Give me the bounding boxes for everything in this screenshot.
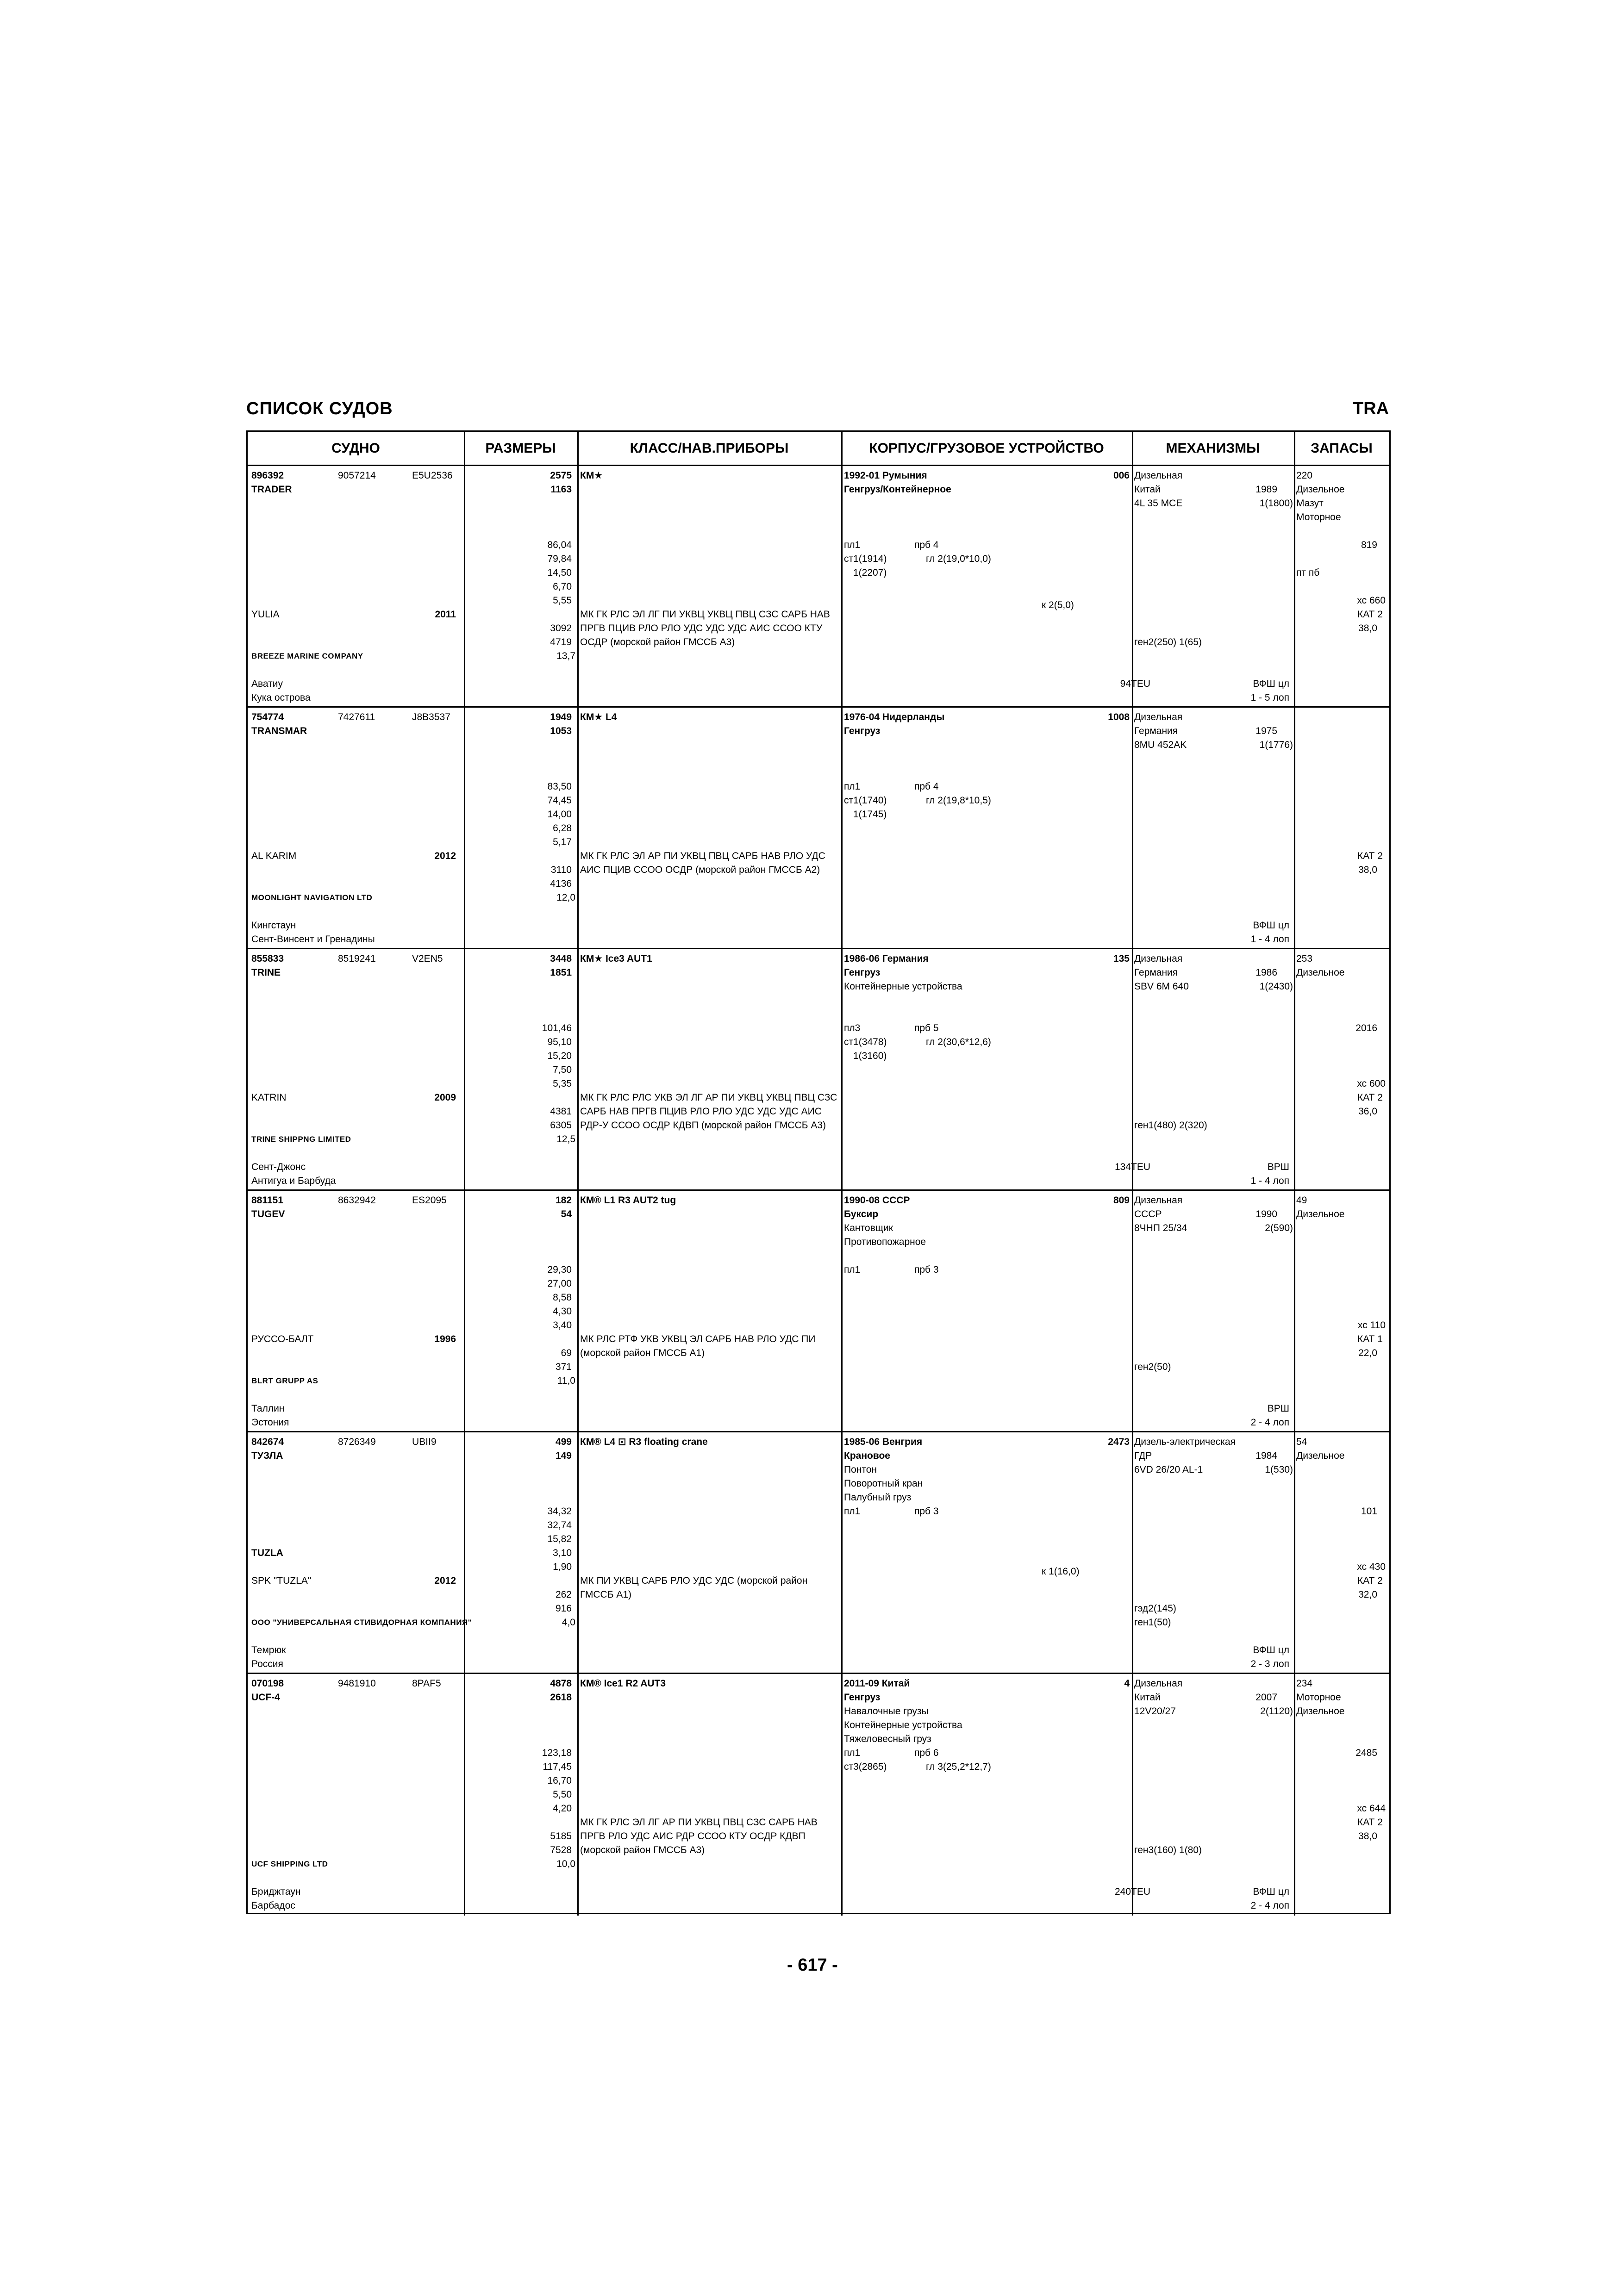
call-sign: UBII9 bbox=[412, 1437, 437, 1447]
call-sign: E5U2536 bbox=[412, 470, 453, 481]
length-bp: 32,74 bbox=[547, 1520, 572, 1531]
holds: ст1(1914) bbox=[844, 554, 887, 564]
hull-feature-1: Понтон bbox=[844, 1464, 877, 1475]
breadth: 8,58 bbox=[553, 1292, 572, 1303]
build-year-country: 2011-09 Китай bbox=[844, 1678, 910, 1689]
flag-country: Барбадос bbox=[251, 1900, 295, 1911]
engine-power: 2(1120) bbox=[1260, 1706, 1293, 1717]
holds: ст1(3478) bbox=[844, 1037, 887, 1047]
reg-number: 855833 bbox=[251, 953, 284, 964]
former-name: AL KARIM bbox=[251, 851, 297, 861]
engine-type: Дизельная bbox=[1134, 1195, 1183, 1206]
blades: 2 - 4 лоп bbox=[1250, 1900, 1289, 1911]
engine-power: 1(530) bbox=[1265, 1464, 1293, 1475]
bulkheads: прб 3 bbox=[914, 1264, 939, 1275]
teu-capacity: 94TEU bbox=[1120, 678, 1150, 689]
supply-9: 38,0 bbox=[1358, 623, 1377, 634]
capacity-2: 916 bbox=[555, 1603, 572, 1614]
capacity-2: 6305 bbox=[550, 1120, 572, 1131]
engine-power: 1(1776) bbox=[1259, 740, 1293, 750]
former-name: РУССО-БАЛТ bbox=[251, 1334, 314, 1344]
length-overall: 34,32 bbox=[547, 1506, 572, 1517]
owner: TRINE SHIPPNG LIMITED bbox=[251, 1135, 351, 1144]
depth: 7,50 bbox=[553, 1064, 572, 1075]
supply-3: Мазут bbox=[1296, 498, 1324, 509]
breadth: 15,82 bbox=[547, 1534, 572, 1544]
supply-5: 101 bbox=[1361, 1506, 1377, 1517]
engine-country: Китай bbox=[1134, 484, 1161, 495]
owner: BLRT GRUPP AS bbox=[251, 1376, 319, 1385]
ship-name: ТУЗЛА bbox=[251, 1450, 283, 1461]
flag-country: Россия bbox=[251, 1659, 283, 1669]
hull-feature-1: Кантовщик bbox=[844, 1223, 893, 1233]
reefer: хс 644 bbox=[1357, 1803, 1386, 1814]
build-year-country: 1986-06 Германия bbox=[844, 953, 929, 964]
bulkheads: прб 4 bbox=[914, 540, 939, 550]
dwt: 182 bbox=[555, 1195, 572, 1206]
supply-1: 234 bbox=[1296, 1678, 1313, 1689]
supply-1: 54 bbox=[1296, 1437, 1307, 1447]
gross-tonnage: 149 bbox=[555, 1450, 572, 1461]
ship-name: TRANSMAR bbox=[251, 726, 307, 736]
speed: 12,0 bbox=[556, 892, 575, 903]
speed: 4,0 bbox=[562, 1617, 575, 1628]
supply-5: 819 bbox=[1361, 540, 1377, 550]
generators: ген2(50) bbox=[1134, 1362, 1171, 1372]
capacity-2: 371 bbox=[555, 1362, 572, 1372]
engine-type: Дизельная bbox=[1134, 953, 1183, 964]
col-hull: КОРПУС/ГРУЗОВОЕ УСТРОЙСТВО bbox=[869, 441, 1104, 456]
length-overall: 29,30 bbox=[547, 1264, 572, 1275]
capacity-1: 3092 bbox=[550, 623, 572, 634]
propeller: ВФШ цл bbox=[1253, 1886, 1289, 1897]
category: КАТ 2 bbox=[1357, 1817, 1383, 1828]
hull-feature-3: Тяжеловесный груз bbox=[844, 1734, 931, 1744]
depth: 6,70 bbox=[553, 581, 572, 592]
gross-tonnage: 2618 bbox=[550, 1692, 572, 1703]
ship-type: Генгруз bbox=[844, 967, 881, 978]
capacity-1: 3110 bbox=[550, 865, 572, 875]
hull-feature-2: Поворотный кран bbox=[844, 1478, 923, 1489]
holds: ст1(1740) bbox=[844, 795, 887, 806]
imo-number: 8726349 bbox=[338, 1437, 376, 1447]
owner: UCF SHIPPING LTD bbox=[251, 1860, 328, 1868]
page-title: СПИСОК СУДОВ bbox=[246, 399, 393, 418]
tanks: 1(3160) bbox=[853, 1051, 887, 1061]
decks: пл3 bbox=[844, 1023, 861, 1033]
capacity-2: 4719 bbox=[550, 637, 572, 647]
imo-number: 7427611 bbox=[338, 712, 375, 722]
length-bp: 74,45 bbox=[547, 795, 572, 806]
generators: ген1(480) 2(320) bbox=[1134, 1120, 1207, 1131]
hull-feature-3: Палубный груз bbox=[844, 1492, 912, 1503]
ship-record bbox=[248, 708, 1389, 949]
nav-equipment: МК ГК РЛС ЭЛ АР ПИ УКВЦ ПВЦ САРБ НАВ РЛО УДС АИС ПЦИВ ССОО ОСДР (морской район ГМССБ А2) bbox=[580, 851, 825, 875]
nav-equipment: МК ГК РЛС РЛС УКВ ЭЛ ЛГ АР ПИ УКВЦ УКВЦ ПВЦ СЗС САРБ НАВ ПРГВ ПЦИВ РЛО РЛО УДС УДС УДС АИС РДР-У ССОО ОСДР КДВП (морской район ГМССБ А3) bbox=[580, 1092, 837, 1131]
capacity-2: 4136 bbox=[550, 878, 572, 889]
hull-feature-1: Контейнерные устройства bbox=[844, 981, 962, 992]
class-notation: КМ★ bbox=[580, 470, 603, 481]
decks: пл1 bbox=[844, 1506, 861, 1517]
draught: 5,55 bbox=[553, 595, 572, 606]
yard-number: 809 bbox=[1113, 1195, 1130, 1206]
generators: ген2(250) 1(65) bbox=[1134, 637, 1202, 647]
cranes: к 1(16,0) bbox=[1042, 1566, 1080, 1577]
table-header bbox=[248, 432, 1389, 466]
length-bp: 117,45 bbox=[543, 1761, 572, 1772]
col-ship: СУДНО bbox=[331, 441, 380, 456]
build-year-country: 1976-04 Нидерланды bbox=[844, 712, 945, 722]
propeller: ВФШ цл bbox=[1253, 678, 1289, 689]
blades: 1 - 4 лоп bbox=[1250, 1176, 1289, 1186]
ships-table bbox=[246, 430, 1391, 1914]
tanks: 1(1745) bbox=[853, 809, 887, 820]
speed: 12,5 bbox=[556, 1134, 575, 1145]
engine-type: Дизель-электрическая bbox=[1134, 1437, 1236, 1447]
ship-record bbox=[248, 1674, 1389, 1916]
dwt: 2575 bbox=[550, 470, 572, 481]
gross-tonnage: 1053 bbox=[550, 726, 572, 736]
class-notation: КМ® L4 ⊡ R3 floating crane bbox=[580, 1437, 708, 1447]
engine-type: Дизельная bbox=[1134, 1678, 1183, 1689]
build-year-country: 1990-08 СССР bbox=[844, 1195, 910, 1206]
supply-2: Моторное bbox=[1296, 1692, 1341, 1703]
former-name: SPK "TUZLA" bbox=[251, 1575, 312, 1586]
yard-number: 2473 bbox=[1108, 1437, 1130, 1447]
speed: 11,0 bbox=[557, 1375, 575, 1386]
build-year-country: 1985-06 Венгрия bbox=[844, 1437, 923, 1447]
breadth: 14,50 bbox=[547, 567, 572, 578]
gross-tonnage: 1163 bbox=[550, 484, 572, 495]
nav-equipment: МК РЛС РТФ УКВ УКВЦ ЭЛ САРБ НАВ РЛО УДС ПИ (морской район ГМССБ А1) bbox=[580, 1334, 816, 1358]
length-bp: 95,10 bbox=[547, 1037, 572, 1047]
class-notation: КМ★ L4 bbox=[580, 712, 617, 722]
supply-5: 2485 bbox=[1355, 1748, 1377, 1758]
former-name-year: 2012 bbox=[434, 1575, 456, 1586]
flag-country: Антигуа и Барбуда bbox=[251, 1176, 336, 1186]
supply-2: Дизельное bbox=[1296, 1209, 1345, 1220]
former-name-year: 2012 bbox=[434, 851, 456, 861]
hatches: гл 3(25,2*12,7) bbox=[926, 1761, 991, 1772]
length-overall: 83,50 bbox=[547, 781, 572, 792]
blades: 1 - 4 лоп bbox=[1250, 934, 1289, 945]
nav-equipment: МК ГК РЛС ЭЛ ЛГ АР ПИ УКВЦ ПВЦ СЗС САРБ НАВ ПРГВ РЛО УДС АИС РДР ССОО КТУ ОСДР КДВП (морской район ГМССБ А3) bbox=[580, 1817, 818, 1855]
yard-number: 1008 bbox=[1108, 712, 1130, 722]
gross-tonnage: 54 bbox=[561, 1209, 572, 1220]
supply-9: 36,0 bbox=[1358, 1106, 1377, 1117]
teu-capacity: 134TEU bbox=[1114, 1162, 1150, 1172]
engine-model: 6VD 26/20 AL-1 bbox=[1134, 1464, 1203, 1475]
ship-type: Генгруз/Контейнерное bbox=[844, 484, 951, 495]
generators-2: ген1(50) bbox=[1134, 1617, 1171, 1628]
category: КАТ 2 bbox=[1357, 1575, 1383, 1586]
imo-number: 9057214 bbox=[338, 470, 376, 481]
hatches: гл 2(30,6*12,6) bbox=[926, 1037, 991, 1047]
capacity-2: 7528 bbox=[550, 1845, 572, 1855]
capacity-1: 5185 bbox=[550, 1831, 572, 1842]
blades: 2 - 4 лоп bbox=[1250, 1417, 1289, 1428]
call-sign: ES2095 bbox=[412, 1195, 447, 1206]
flag-country: Эстония bbox=[251, 1417, 289, 1428]
capacity-1: 262 bbox=[555, 1589, 572, 1600]
former-name: KATRIN bbox=[251, 1092, 287, 1103]
owner: BREEZE MARINE COMPANY bbox=[251, 652, 363, 660]
breadth: 15,20 bbox=[547, 1051, 572, 1061]
flag-country: Кука острова bbox=[251, 692, 311, 703]
supply-9: 22,0 bbox=[1358, 1348, 1377, 1358]
engine-year: 2007 bbox=[1255, 1692, 1277, 1703]
reg-number: 842674 bbox=[251, 1437, 284, 1447]
supply-9: 38,0 bbox=[1358, 865, 1377, 875]
yard-number: 006 bbox=[1113, 470, 1130, 481]
engine-model: 8ЧНП 25/34 bbox=[1134, 1223, 1187, 1233]
page-number: - 617 - bbox=[787, 1955, 838, 1975]
supply-3: Дизельное bbox=[1296, 1706, 1345, 1717]
former-name-year: 2009 bbox=[434, 1092, 456, 1103]
draught: 4,20 bbox=[553, 1803, 572, 1814]
ship-name-latin: TUZLA bbox=[251, 1548, 283, 1558]
supply-1: 253 bbox=[1296, 953, 1313, 964]
supply-6: пт пб bbox=[1296, 567, 1320, 578]
engine-type: Дизельная bbox=[1134, 470, 1183, 481]
engine-power: 2(590) bbox=[1265, 1223, 1293, 1233]
supply-2: Дизельное bbox=[1296, 484, 1345, 495]
supply-5: 2016 bbox=[1355, 1023, 1377, 1033]
engine-model: 8MU 452AK bbox=[1134, 740, 1187, 750]
engine-year: 1989 bbox=[1255, 484, 1277, 495]
dwt: 4878 bbox=[550, 1678, 572, 1689]
engine-year: 1975 bbox=[1255, 726, 1277, 736]
teu-capacity: 240TEU bbox=[1114, 1886, 1150, 1897]
call-sign: 8PAF5 bbox=[412, 1678, 441, 1689]
ship-record bbox=[248, 1432, 1389, 1674]
breadth: 14,00 bbox=[547, 809, 572, 820]
col-class: КЛАСС/НАВ.ПРИБОРЫ bbox=[630, 441, 789, 456]
engine-country: СССР bbox=[1134, 1209, 1162, 1220]
owner: MOONLIGHT NAVIGATION LTD bbox=[251, 893, 373, 902]
reefer: хс 110 bbox=[1357, 1320, 1386, 1331]
ship-type: Крановое bbox=[844, 1450, 890, 1461]
supply-4: Моторное bbox=[1296, 512, 1341, 523]
engine-power: 1(2430) bbox=[1259, 981, 1293, 992]
generators: гэд2(145) bbox=[1134, 1603, 1176, 1614]
generators: ген3(160) 1(80) bbox=[1134, 1845, 1202, 1855]
length-overall: 86,04 bbox=[547, 540, 572, 550]
reefer: хс 600 bbox=[1357, 1078, 1386, 1089]
former-name-year: 2011 bbox=[435, 609, 456, 620]
decks: пл1 bbox=[844, 1264, 861, 1275]
engine-model: 4L 35 MCE bbox=[1134, 498, 1183, 509]
call-sign: J8B3537 bbox=[412, 712, 450, 722]
blades: 1 - 5 лоп bbox=[1250, 692, 1289, 703]
length-overall: 101,46 bbox=[542, 1023, 572, 1033]
draught: 5,35 bbox=[553, 1078, 572, 1089]
call-sign: V2EN5 bbox=[412, 953, 443, 964]
decks: пл1 bbox=[844, 540, 861, 550]
category: КАТ 1 bbox=[1357, 1334, 1383, 1344]
category: КАТ 2 bbox=[1357, 851, 1383, 861]
reg-number: 754774 bbox=[251, 712, 284, 722]
build-year-country: 1992-01 Румыния bbox=[844, 470, 927, 481]
flag-country: Сент-Винсент и Гренадины bbox=[251, 934, 375, 945]
imo-number: 8519241 bbox=[338, 953, 376, 964]
home-port: Таллин bbox=[251, 1403, 285, 1414]
supply-9: 38,0 bbox=[1358, 1831, 1377, 1842]
reefer: хс 430 bbox=[1357, 1562, 1386, 1572]
ship-record bbox=[248, 949, 1389, 1191]
bulkheads: прб 3 bbox=[914, 1506, 939, 1517]
bulkheads: прб 5 bbox=[914, 1023, 939, 1033]
engine-model: 12V20/27 bbox=[1134, 1706, 1176, 1717]
engine-year: 1986 bbox=[1255, 967, 1277, 978]
speed: 10,0 bbox=[556, 1859, 575, 1869]
home-port: Бриджтаун bbox=[251, 1886, 301, 1897]
col-machinery: МЕХАНИЗМЫ bbox=[1166, 441, 1260, 456]
breadth: 16,70 bbox=[547, 1775, 572, 1786]
draught: 3,40 bbox=[553, 1320, 572, 1331]
engine-type: Дизельная bbox=[1134, 712, 1183, 722]
engine-year: 1984 bbox=[1255, 1450, 1277, 1461]
cranes: к 2(5,0) bbox=[1042, 600, 1074, 610]
holds: ст3(2865) bbox=[844, 1761, 887, 1772]
tanks: 1(2207) bbox=[853, 567, 887, 578]
length-bp: 27,00 bbox=[547, 1278, 572, 1289]
engine-country: Германия bbox=[1134, 967, 1178, 978]
reefer: хс 660 bbox=[1357, 595, 1386, 606]
nav-equipment: МК ГК РЛС ЭЛ ЛГ ПИ УКВЦ УКВЦ ПВЦ СЗС САРБ НАВ ПРГВ ПЦИВ РЛО РЛО УДС УДС УДС АИС ССОО КТУ ОСДР (морской район ГМССБ А3) bbox=[580, 609, 830, 647]
hull-feature-2: Контейнерные устройства bbox=[844, 1720, 962, 1730]
propeller: ВРШ bbox=[1267, 1162, 1289, 1172]
dwt: 499 bbox=[555, 1437, 572, 1447]
propeller: ВФШ цл bbox=[1253, 920, 1289, 931]
home-port: Темрюк bbox=[251, 1645, 286, 1655]
propeller: ВРШ bbox=[1267, 1403, 1289, 1414]
depth: 3,10 bbox=[553, 1548, 572, 1558]
hull-feature-2: Противопожарное bbox=[844, 1237, 926, 1247]
ship-type: Генгруз bbox=[844, 726, 881, 736]
engine-year: 1990 bbox=[1255, 1209, 1277, 1220]
capacity-1: 69 bbox=[561, 1348, 572, 1358]
length-bp: 79,84 bbox=[547, 554, 572, 564]
supply-2: Дизельное bbox=[1296, 1450, 1345, 1461]
depth: 6,28 bbox=[553, 823, 572, 834]
blades: 2 - 3 лоп bbox=[1250, 1659, 1289, 1669]
home-port: Сент-Джонс bbox=[251, 1162, 306, 1172]
engine-country: ГДР bbox=[1134, 1450, 1152, 1461]
section-code: TRA bbox=[1353, 399, 1389, 418]
ship-name: TRINE bbox=[251, 967, 281, 978]
length-overall: 123,18 bbox=[542, 1748, 572, 1758]
col-supplies: ЗАПАСЫ bbox=[1311, 441, 1373, 456]
class-notation: КМ® Ice1 R2 AUT3 bbox=[580, 1678, 666, 1689]
category: КАТ 2 bbox=[1357, 609, 1383, 620]
hatches: гл 2(19,0*10,0) bbox=[926, 554, 991, 564]
speed: 13,7 bbox=[556, 651, 575, 661]
ship-type: Буксир bbox=[844, 1209, 879, 1220]
category: КАТ 2 bbox=[1357, 1092, 1383, 1103]
ship-name: TRADER bbox=[251, 484, 292, 495]
supply-9: 32,0 bbox=[1358, 1589, 1377, 1600]
yard-number: 135 bbox=[1113, 953, 1130, 964]
nav-equipment: МК ПИ УКВЦ САРБ РЛО УДС УДС (морской район ГМССБ А1) bbox=[580, 1575, 808, 1600]
hull-feature-1: Навалочные грузы bbox=[844, 1706, 929, 1717]
engine-power: 1(1800) bbox=[1259, 498, 1293, 509]
bulkheads: прб 6 bbox=[914, 1748, 939, 1758]
former-name-year: 1996 bbox=[434, 1334, 456, 1344]
ship-name: UCF-4 bbox=[251, 1692, 280, 1703]
capacity-1: 4381 bbox=[550, 1106, 572, 1117]
supply-1: 220 bbox=[1296, 470, 1313, 481]
yard-number: 4 bbox=[1124, 1678, 1130, 1689]
decks: пл1 bbox=[844, 1748, 861, 1758]
col-dimensions: РАЗМЕРЫ bbox=[485, 441, 556, 456]
supply-1: 49 bbox=[1296, 1195, 1307, 1206]
class-notation: КМ® L1 R3 AUT2 tug bbox=[580, 1195, 676, 1206]
supply-2: Дизельное bbox=[1296, 967, 1345, 978]
gross-tonnage: 1851 bbox=[550, 967, 572, 978]
ship-record bbox=[248, 466, 1389, 708]
depth: 4,30 bbox=[553, 1306, 572, 1317]
dwt: 3448 bbox=[550, 953, 572, 964]
engine-country: Китай bbox=[1134, 1692, 1161, 1703]
engine-country: Германия bbox=[1134, 726, 1178, 736]
engine-model: SBV 6M 640 bbox=[1134, 981, 1189, 992]
home-port: Аватиу bbox=[251, 678, 283, 689]
ship-name: TUGEV bbox=[251, 1209, 285, 1220]
draught: 1,90 bbox=[553, 1562, 572, 1572]
home-port: Кингстаун bbox=[251, 920, 296, 931]
bulkheads: прб 4 bbox=[914, 781, 939, 792]
ship-record bbox=[248, 1191, 1389, 1432]
reg-number: 896392 bbox=[251, 470, 284, 481]
class-notation: КМ★ Ice3 AUT1 bbox=[580, 953, 652, 964]
depth: 5,50 bbox=[553, 1789, 572, 1800]
reg-number: 070198 bbox=[251, 1678, 284, 1689]
imo-number: 8632942 bbox=[338, 1195, 376, 1206]
imo-number: 9481910 bbox=[338, 1678, 376, 1689]
former-name: YULIA bbox=[251, 609, 280, 620]
decks: пл1 bbox=[844, 781, 861, 792]
dwt: 1949 bbox=[550, 712, 572, 722]
reg-number: 881151 bbox=[251, 1195, 283, 1206]
draught: 5,17 bbox=[553, 837, 572, 847]
hatches: гл 2(19,8*10,5) bbox=[926, 795, 991, 806]
propeller: ВФШ цл bbox=[1253, 1645, 1289, 1655]
owner: ООО "УНИВЕРСАЛЬНАЯ СТИВИДОРНАЯ КОМПАНИЯ" bbox=[251, 1618, 472, 1627]
ship-type: Генгруз bbox=[844, 1692, 881, 1703]
